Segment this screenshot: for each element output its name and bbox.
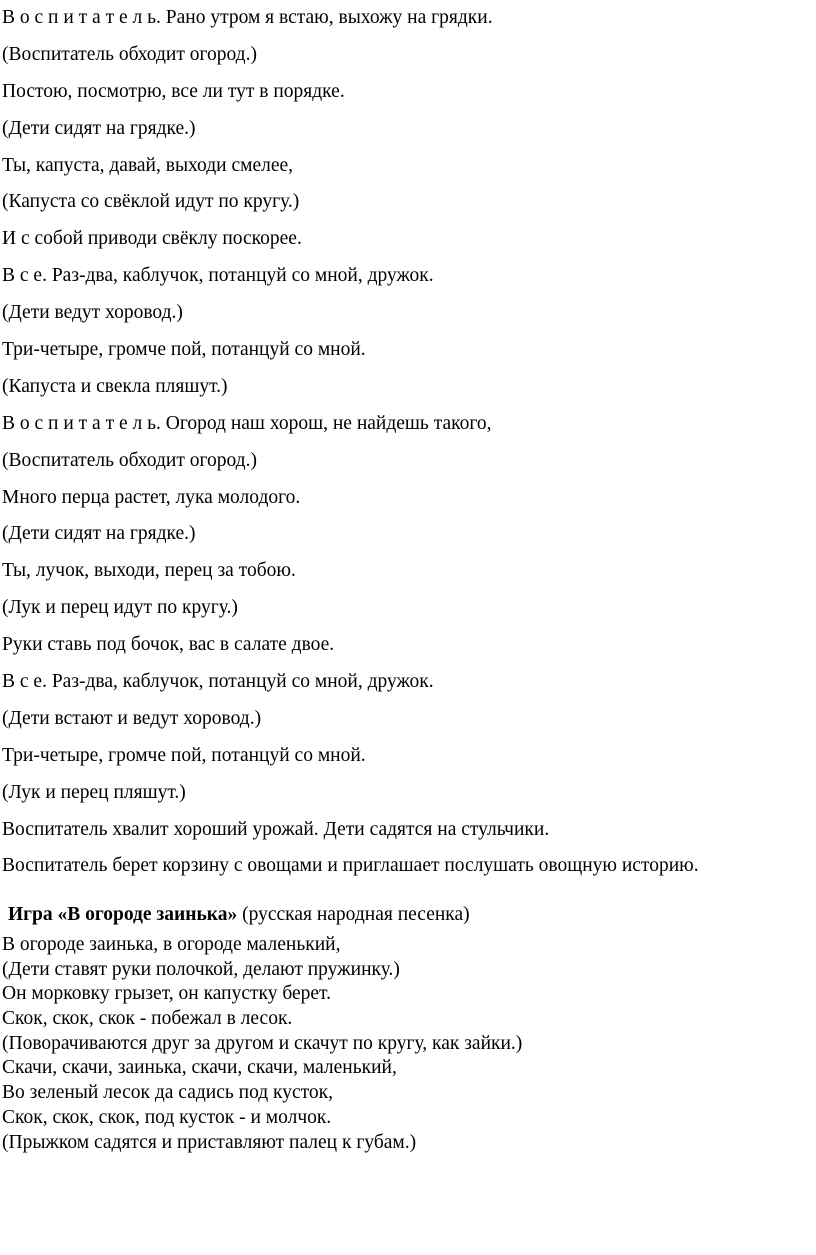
script-line <box>2 0 812 37</box>
game-title <box>8 898 470 932</box>
script-line <box>2 37 812 74</box>
script-line <box>2 443 812 480</box>
song-line: В огороде заинька, в огороде маленький, <box>2 934 341 955</box>
script-line <box>2 221 812 258</box>
line-text: (Дети сидят на грядке.) <box>2 117 196 139</box>
line-text: В с е. Раз-два, каблучок, потанцуй со мной, дружок. <box>2 671 434 693</box>
script-line <box>2 553 812 590</box>
song-line: Во зеленый лесок да садись под кусток, <box>2 1082 334 1104</box>
script-line <box>2 148 812 185</box>
line-text: (Лук и перец пляшут.) <box>2 781 186 803</box>
script-line <box>2 74 812 111</box>
line-text: (Воспитатель обходит огород.) <box>2 449 257 471</box>
line-text: (Капуста со свёклой идут по кругу.) <box>2 191 300 213</box>
line-text: Огород наш хорош, не найдешь такого, <box>160 412 492 434</box>
script-line <box>2 332 812 369</box>
script-line <box>2 664 812 701</box>
line-text: (Лук и перец идут по кругу.) <box>2 597 238 619</box>
line-text: Три-четыре, громче пой, потанцуй со мной. <box>2 339 366 361</box>
song-line: (Прыжком садятся и приставляют палец к губам.) <box>2 1131 417 1153</box>
script-line <box>2 369 812 406</box>
script-line <box>2 738 812 775</box>
line-text: (Капуста и свекла пляшут.) <box>2 375 228 397</box>
song-lyrics <box>2 933 812 1155</box>
line-text: (Дети ведут хоровод.) <box>2 302 183 324</box>
speaker-label: В о с п и т а т е л ь. <box>2 412 161 434</box>
line-text: (Дети встают и ведут хоровод.) <box>2 707 262 729</box>
line-text: Ты, капуста, давай, выходи смелее, <box>2 154 294 176</box>
script-line <box>2 590 812 627</box>
line-text: И с собой приводи свёклу поскорее. <box>2 228 302 250</box>
line-text: В с е. Раз-два, каблучок, потанцуй со мной, дружок. <box>2 265 434 287</box>
song-line: (Поворачиваются друг за другом и скачут по кругу, как зайки.) <box>2 1032 523 1054</box>
script-line <box>2 406 812 443</box>
line-text: (Воспитатель обходит огород.) <box>2 43 257 65</box>
line-text: Три-четыре, громче пой, потанцуй со мной. <box>2 744 366 766</box>
script-line <box>2 812 812 849</box>
script-line <box>2 111 812 148</box>
script-line <box>2 295 812 332</box>
song-line: Скачи, скачи, заинька, скачи, скачи, маленький, <box>2 1057 397 1079</box>
song-line: (Дети ставят руки полочкой, делают пружинку.) <box>2 958 400 980</box>
script-line <box>2 184 812 221</box>
line-text: Много перца растет, лука молодого. <box>2 486 301 508</box>
line-text: Рано утром я встаю, выхожу на грядки. <box>160 7 493 28</box>
script-line <box>2 775 812 812</box>
script-line <box>2 480 812 517</box>
script-line <box>2 516 812 553</box>
script-line <box>2 848 812 885</box>
script-line <box>2 701 812 738</box>
line-text: (Дети сидят на грядке.) <box>2 523 196 545</box>
game-title-bold: Игра «В огороде заинька» <box>8 904 238 925</box>
song-line: Скок, скок, скок, под кусток - и молчок. <box>2 1106 332 1128</box>
line-text: Ты, лучок, выходи, перец за тобою. <box>2 560 296 582</box>
song-line: Скок, скок, скок - побежал в лесок. <box>2 1008 293 1030</box>
speaker-label: В о с п и т а т е л ь. <box>2 7 161 28</box>
game-title-subtitle: (русская народная песенка) <box>237 904 470 925</box>
script-line <box>2 627 812 664</box>
scene-script <box>2 0 812 885</box>
script-line <box>2 258 812 295</box>
line-text: Руки ставь под бочок, вас в салате двое. <box>2 634 335 656</box>
line-text: Воспитатель хвалит хороший урожай. Дети садятся на стульчики. <box>2 818 550 840</box>
song-line: Он морковку грызет, он капустку берет. <box>2 983 331 1005</box>
line-text: Воспитатель берет корзину с овощами и приглашает послушать овощную историю. <box>2 855 699 877</box>
line-text: Постою, посмотрю, все ли тут в порядке. <box>2 80 345 102</box>
